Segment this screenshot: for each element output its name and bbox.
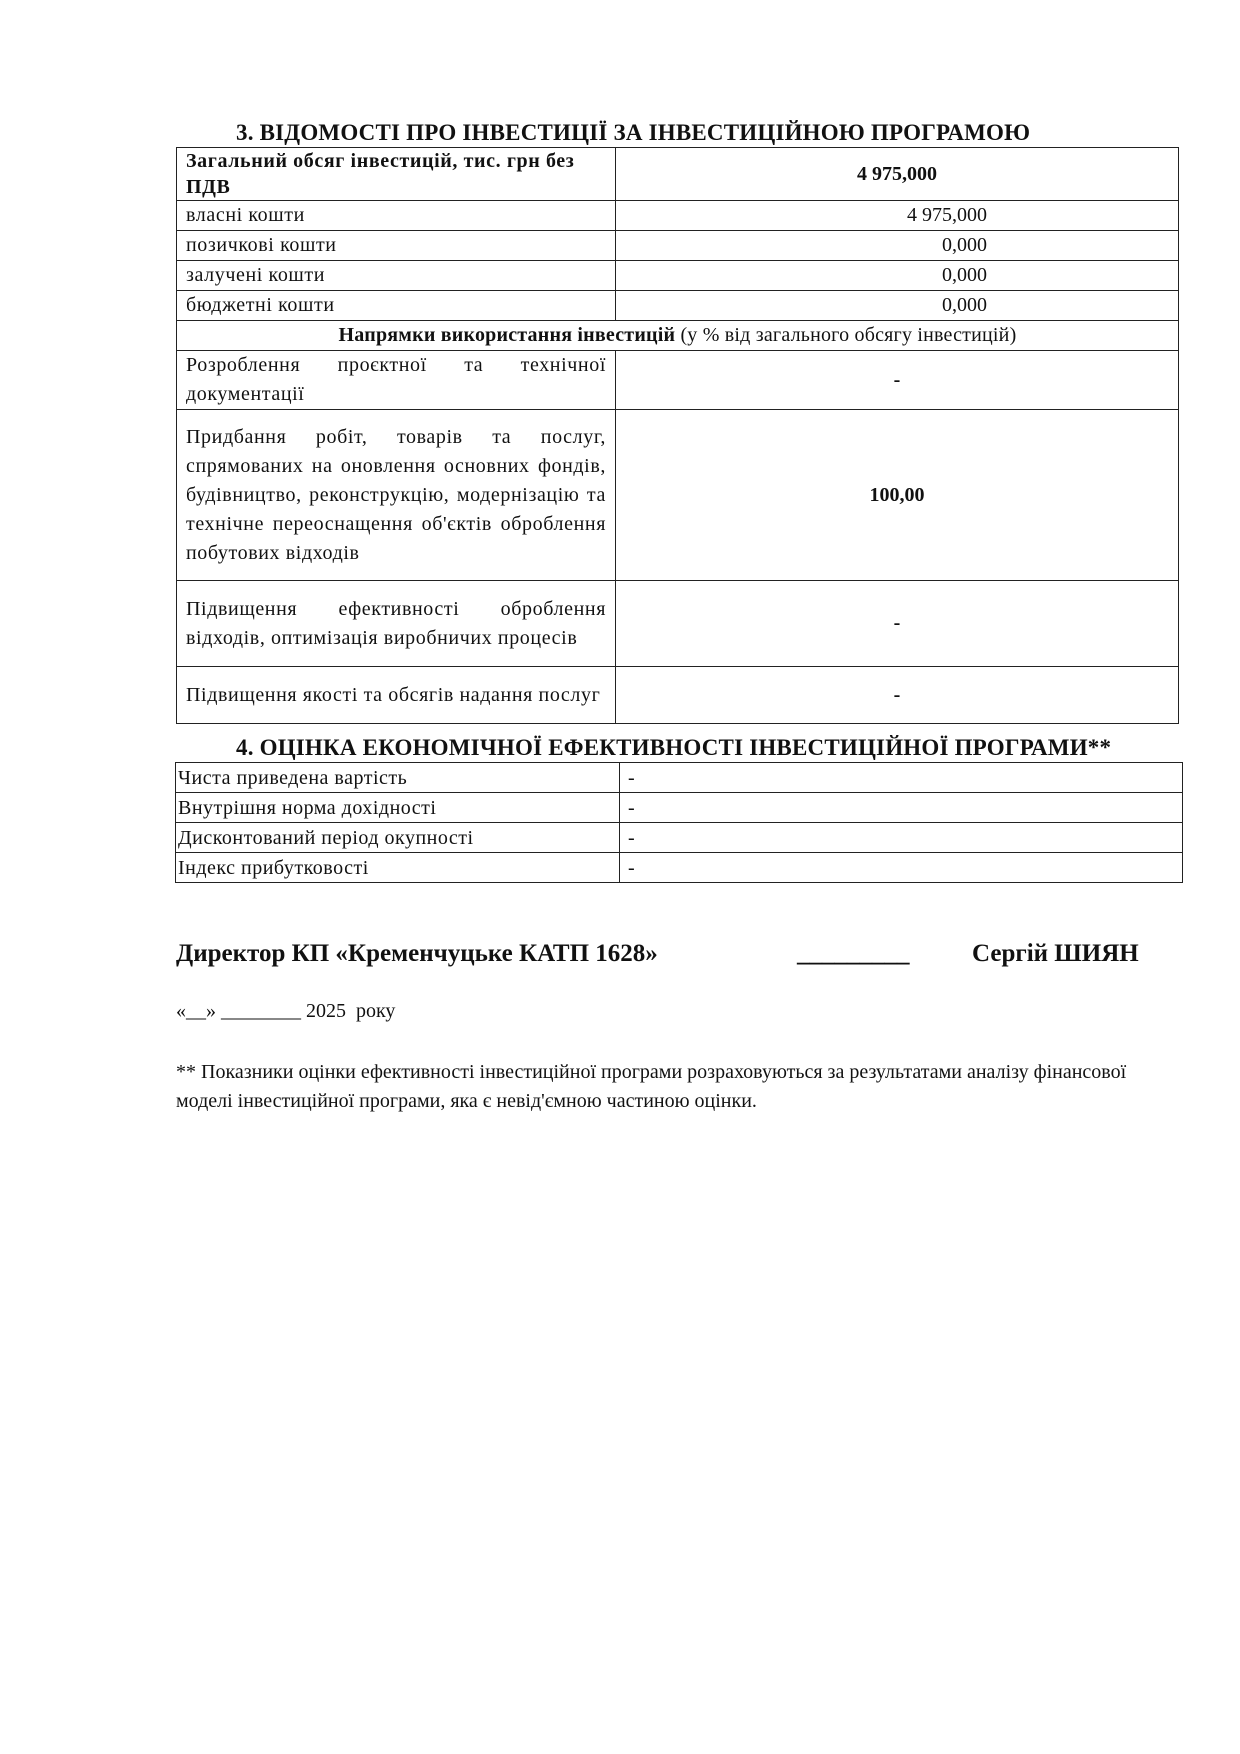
signatory-position: Директор КП «Кременчуцьке КАТП 1628» <box>176 940 658 967</box>
efficiency-value: - <box>620 763 1183 793</box>
direction-label: Підвищення якості та обсягів надання послуг <box>177 667 616 724</box>
date-line: «__» ________ 2025 року <box>176 1000 396 1022</box>
efficiency-label: Чиста приведена вартість <box>176 763 620 793</box>
table-row <box>177 261 1179 291</box>
directions-header-bold: Напрямки використання інвестицій <box>338 324 676 346</box>
section-3-title: 3. ВІДОМОСТІ ПРО ІНВЕСТИЦІЇ ЗА ІНВЕСТИЦІЙНОЮ ПРОГРАМОЮ <box>236 120 1031 145</box>
table-row <box>177 201 1179 231</box>
signature-block <box>176 940 1186 976</box>
efficiency-value: - <box>620 823 1183 853</box>
efficiency-label: Внутрішня норма дохідності <box>176 793 620 823</box>
table-row <box>177 667 1179 724</box>
source-label: власні кошти <box>177 201 616 231</box>
table-row <box>176 853 1183 883</box>
direction-value: - <box>616 581 1179 667</box>
direction-value: 100,00 <box>616 410 1179 581</box>
table-row <box>177 351 1179 410</box>
table-row <box>176 823 1183 853</box>
table-row <box>176 763 1183 793</box>
directions-header-note: (у % від загального обсягу інвестицій) <box>675 324 1017 346</box>
direction-label: Підвищення ефективності оброблення відходів, оптимізація виробничих процесів <box>177 581 616 667</box>
direction-label: Придбання робіт, товарів та послуг, спрямованих на оновлення основних фондів, будівництво, реконструкцію, модернізацію та технічне переоснащення об'єктів оброблення побутових відходів <box>177 410 616 581</box>
footnote: ** Показники оцінки ефективності інвестиційної програми розраховуються за результатами аналізу фінансової моделі інвестиційної програми, яка є невід'ємною частиною оцінки. <box>176 1061 1127 1112</box>
source-label: залучені кошти <box>177 261 616 291</box>
table-row <box>177 581 1179 667</box>
section-4-title: 4. ОЦІНКА ЕКОНОМІЧНОЇ ЕФЕКТИВНОСТІ ІНВЕСТИЦІЙНОЇ ПРОГРАМИ** <box>236 735 1112 760</box>
direction-value: - <box>616 351 1179 410</box>
source-value: 0,000 <box>616 291 1179 321</box>
efficiency-label: Дисконтований період окупності <box>176 823 620 853</box>
signatory-name: Сергій ШИЯН <box>972 940 1139 967</box>
source-value: 4 975,000 <box>616 201 1179 231</box>
directions-header-row <box>177 321 1179 351</box>
efficiency-value: - <box>620 793 1183 823</box>
efficiency-table <box>175 762 1183 883</box>
investments-table <box>176 147 1179 724</box>
total-investment-label: Загальний обсяг інвестицій, тис. грн без ПДВ <box>177 148 616 201</box>
table-row <box>177 231 1179 261</box>
table-row <box>177 410 1179 581</box>
total-investment-value: 4 975,000 <box>616 148 1179 201</box>
table-row-total <box>177 148 1179 201</box>
source-label: позичкові кошти <box>177 231 616 261</box>
efficiency-label: Індекс прибутковості <box>176 853 620 883</box>
signature-blank: _________ <box>797 940 910 967</box>
direction-value: - <box>616 667 1179 724</box>
table-row <box>176 793 1183 823</box>
source-value: 0,000 <box>616 231 1179 261</box>
efficiency-value: - <box>620 853 1183 883</box>
table-row <box>177 291 1179 321</box>
directions-header <box>177 321 1179 351</box>
source-label: бюджетні кошти <box>177 291 616 321</box>
source-value: 0,000 <box>616 261 1179 291</box>
direction-label: Розроблення проєктної та технічної документації <box>177 351 616 410</box>
